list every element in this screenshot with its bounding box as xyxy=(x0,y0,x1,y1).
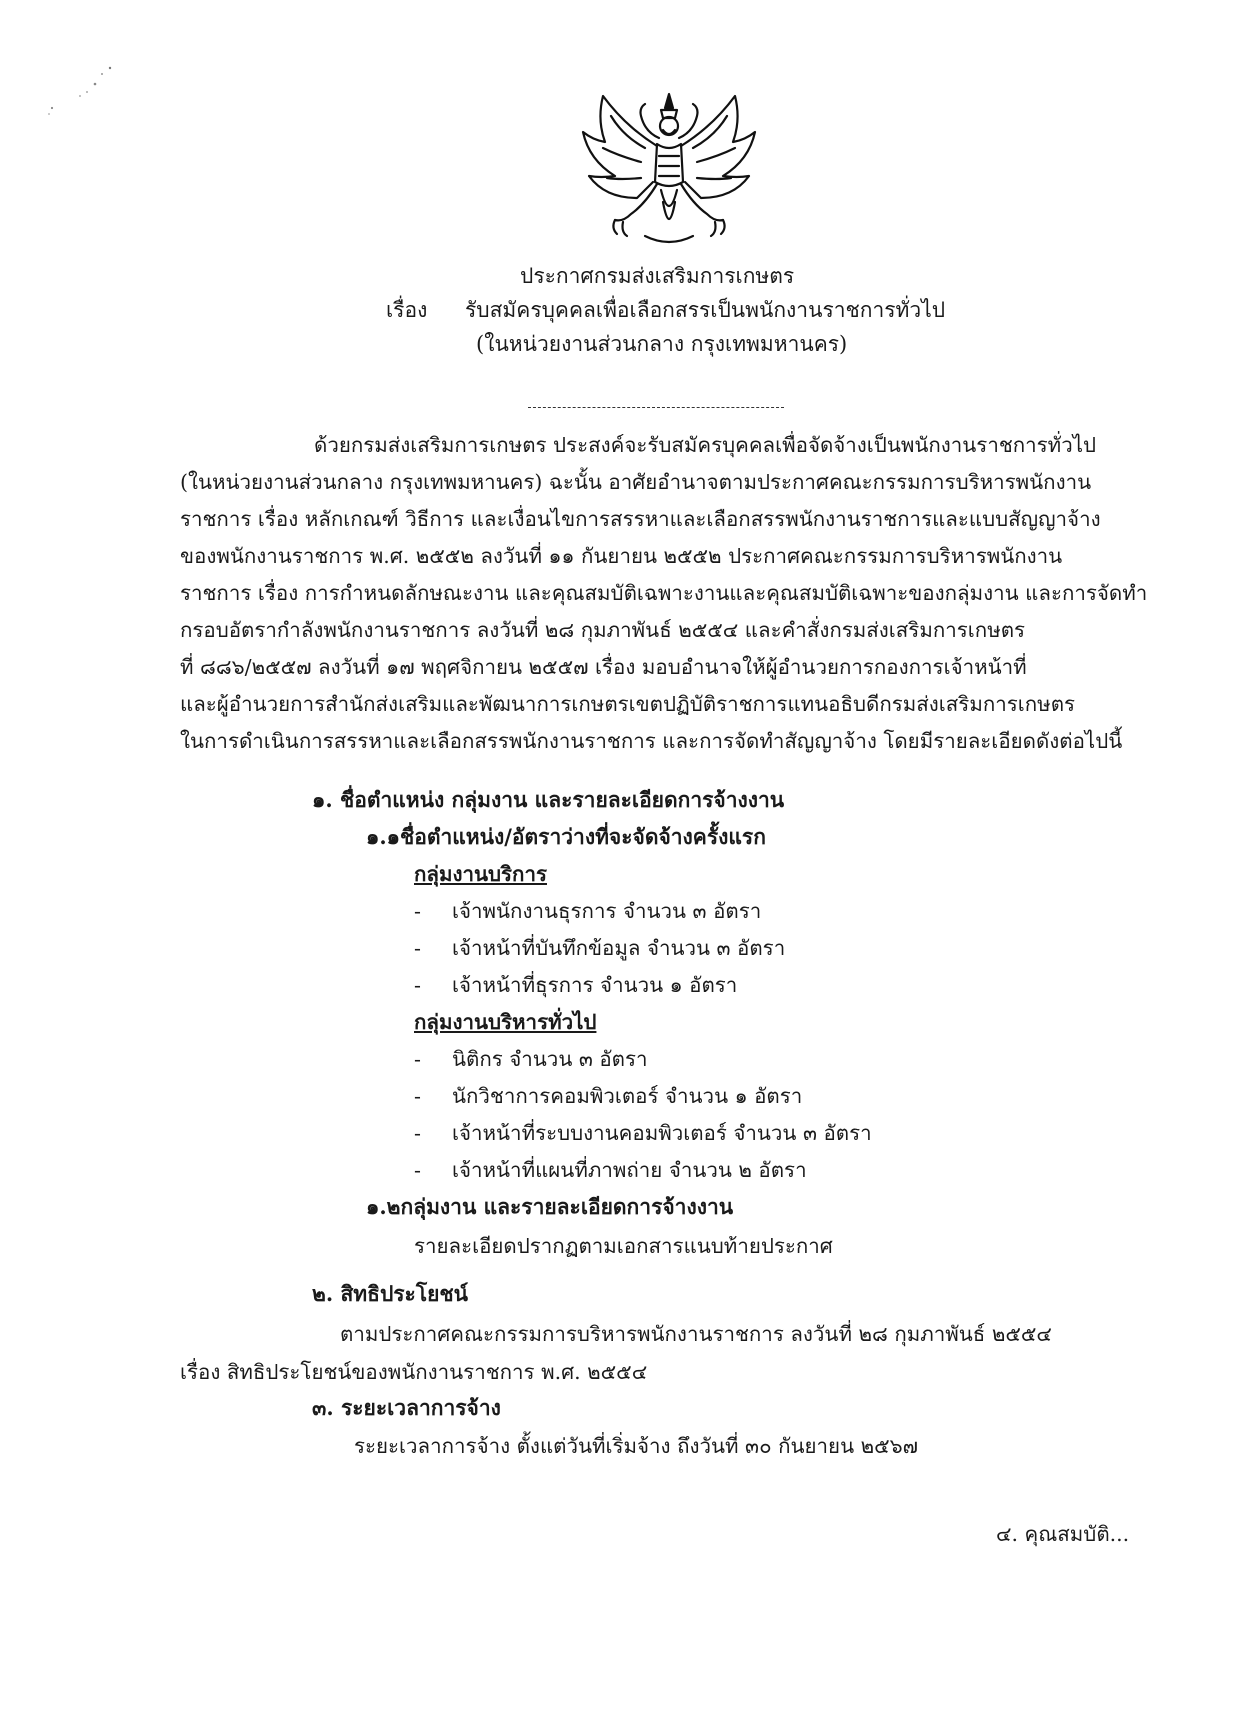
list-item: - นิติกร จำนวน ๓ อัตรา xyxy=(414,1047,648,1071)
intro-line: ราชการ เรื่อง การกำหนดลักษณะงาน และคุณสมบัติเฉพาะงานและคุณสมบัติเฉพาะของกลุ่มงาน และการจัดทำ xyxy=(180,581,1148,605)
bullet-dash: - xyxy=(414,899,421,923)
section1-title: ๑. ชื่อตำแหน่ง กลุ่มงาน และรายละเอียดการจ้างงาน xyxy=(312,787,785,812)
list-item: - เจ้าพนักงานธุรการ จำนวน ๓ อัตรา xyxy=(414,899,762,923)
section2-line: ตามประกาศคณะกรรมการบริหารพนักงานราชการ ลงวันที่ ๒๘ กุมภาพันธ์ ๒๕๕๔ xyxy=(340,1322,1052,1346)
list-item: - เจ้าหน้าที่บันทึกข้อมูล จำนวน ๓ อัตรา xyxy=(414,936,786,960)
intro-line: ของพนักงานราชการ พ.ศ. ๒๕๕๒ ลงวันที่ ๑๑ กันยายน ๒๕๕๒ ประกาศคณะกรรมการบริหารพนักงาน xyxy=(180,544,1063,568)
section2-title: ๒. สิทธิประโยชน์ xyxy=(312,1281,469,1306)
intro-line: และผู้อำนวยการสำนักส่งเสริมและพัฒนาการเกษตรเขตปฏิบัติราชการแทนอธิบดีกรมส่งเสริมการเกษตร xyxy=(180,692,1076,716)
list-item: - เจ้าหน้าที่แผนที่ภาพถ่าย จำนวน ๒ อัตรา xyxy=(414,1158,807,1182)
bullet-dash: - xyxy=(414,973,421,997)
intro-line: ด้วยกรมส่งเสริมการเกษตร ประสงค์จะรับสมัครบุคคลเพื่อจัดจ้างเป็นพนักงานราชการทั่วไป xyxy=(314,433,1097,457)
section3-text: ระยะเวลาการจ้าง ตั้งแต่วันที่เริ่มจ้าง ถึงวันที่ ๓๐ กันยายน ๒๕๖๗ xyxy=(354,1434,919,1458)
intro-line: ที่ ๘๘๖/๒๕๕๗ ลงวันที่ ๑๗ พฤศจิกายน ๒๕๕๗ เรื่อง มอบอำนาจให้ผู้อำนวยการกองการเจ้าหน้าที่ xyxy=(180,655,1027,679)
subject-label: เรื่อง xyxy=(386,298,428,322)
list-item: - เจ้าหน้าที่ระบบงานคอมพิวเตอร์ จำนวน ๓ อัตรา xyxy=(414,1121,872,1145)
group-admin-title: กลุ่มงานบริหารทั่วไป xyxy=(414,1010,597,1034)
announcement-agency: ประกาศกรมส่งเสริมการเกษตร xyxy=(520,264,795,288)
list-item: - เจ้าหน้าที่ธุรการ จำนวน ๑ อัตรา xyxy=(414,973,738,997)
section2-line: เรื่อง สิทธิประโยชน์ของพนักงานราชการ พ.ศ. ๒๕๕๔ xyxy=(180,1360,648,1384)
section1-sub2-title: ๑.๒กลุ่มงาน และรายละเอียดการจ้างงาน xyxy=(366,1194,734,1219)
bullet-dash: - xyxy=(414,1084,421,1108)
intro-line: กรอบอัตรากำลังพนักงานราชการ ลงวันที่ ๒๘ กุมภาพันธ์ ๒๕๕๔ และคำสั่งกรมส่งเสริมการเกษตร xyxy=(180,618,1026,642)
scan-specks xyxy=(40,62,130,132)
section1-sub2-text: รายละเอียดปรากฏตามเอกสารแนบท้ายประกาศ xyxy=(414,1234,833,1258)
section3-title: ๓. ระยะเวลาการจ้าง xyxy=(312,1395,501,1420)
garuda-emblem xyxy=(575,86,763,256)
intro-line: ราชการ เรื่อง หลักเกณฑ์ วิธีการ และเงื่อนไขการสรรหาและเลือกสรรพนักงานราชการและแบบสัญญาจ้าง xyxy=(180,507,1101,531)
announcement-subject: รับสมัครบุคคลเพื่อเลือกสรรเป็นพนักงานราชการทั่วไป xyxy=(465,298,946,322)
continued-marker: ๔. คุณสมบัติ... xyxy=(996,1522,1130,1546)
group-services-title: กลุ่มงานบริการ xyxy=(414,862,547,886)
announcement-location: (ในหน่วยงานส่วนกลาง กรุงเทพมหานคร) xyxy=(476,332,848,356)
list-item: - นักวิชาการคอมพิวเตอร์ จำนวน ๑ อัตรา xyxy=(414,1084,803,1108)
intro-line: ในการดำเนินการสรรหาและเลือกสรรพนักงานราชการ และการจัดทำสัญญาจ้าง โดยมีรายละเอียดดังต่อไปนี้ xyxy=(180,729,1123,753)
bullet-dash: - xyxy=(414,1158,421,1182)
header-divider xyxy=(528,407,784,408)
section1-sub1-title: ๑.๑ชื่อตำแหน่ง/อัตราว่างที่จะจัดจ้างครั้งแรก xyxy=(366,824,766,849)
bullet-dash: - xyxy=(414,1121,421,1145)
intro-line: (ในหน่วยงานส่วนกลาง กรุงเทพมหานคร) ฉะนั้น อาศัยอำนาจตามประกาศคณะกรรมการบริหารพนักงาน xyxy=(180,470,1092,494)
bullet-dash: - xyxy=(414,1047,421,1071)
bullet-dash: - xyxy=(414,936,421,960)
